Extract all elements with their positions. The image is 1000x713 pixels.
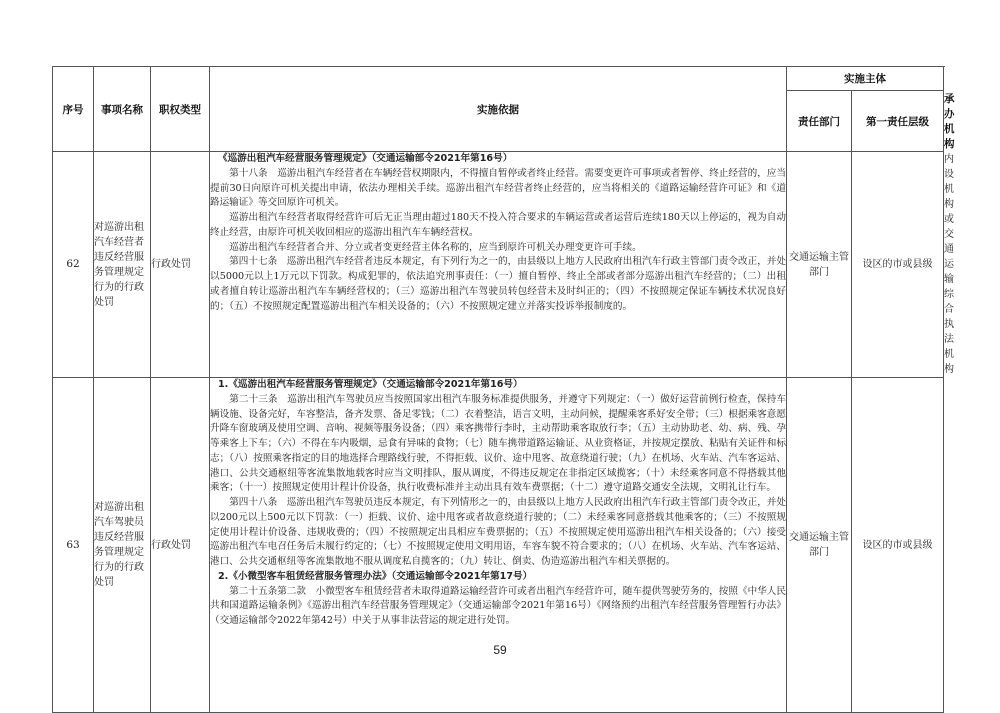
header-basis: 实施依据 [210, 67, 787, 152]
basis-paragraph: 第四十八条 巡游出租汽车驾驶员违反本规定，有下列情形之一的，由县级以上地方人民政府出租汽车行政主管部门责令改正，并处以200元以上500元以下罚款：（一）拒载、议价、途中甩客或者故意绕道行驶的；（二）未经乘客同意搭载其他乘客的；（三）不按照规定使用计程计价设备、违规收费的；（四）不按照规定出具相应车费票据的；（五）不按照规定使用巡游出租汽车相关设备的；（六）接受巡游出租汽车电召任务后未履行约定的；（七）不按照规定使用文明用语，车容车貌不符合要求的；（八）在机场、火车站、汽车客运站、港口、公共交通枢纽等客流集散地不服从调度私自揽客的；（九）转让、倒卖、伪造巡游出租汽车相关票据的。 [210, 496, 786, 570]
enforcement-table [52, 66, 944, 713]
row-dept: 交通运输主管部门 [787, 152, 852, 378]
row-level: 设区的市或县级 [852, 378, 944, 713]
header-power-type: 职权类型 [151, 67, 210, 152]
row-seq: 63 [53, 378, 94, 713]
header-subject: 实施主体 [787, 67, 944, 91]
row-basis [210, 378, 787, 713]
basis-paragraph: 第四十七条 巡游出租汽车经营者违反本规定，有下列行为之一的，由县级以上地方人民政府出租汽车行政主管部门责令改正，并处以5000元以上1万元以下罚款。构成犯罪的，依法追究刑事责任：（一）擅自暂停、终止全部或者部分巡游出租汽车经营的；（二）出租或者擅自转让巡游出租汽车车辆经营权的；（三）巡游出租汽车驾驶员转包经营未及时纠正的；（四）不按照规定保证车辆技术状况良好的；（五）不按照规定配置巡游出租汽车相关设备的；（六）不按照规定建立并落实投诉举报制度的。 [210, 255, 786, 314]
basis-title: 《巡游出租汽车经营服务管理规定》（交通运输部令2021年第16号） [210, 152, 786, 167]
table-row [53, 152, 944, 378]
row-item-name: 对巡游出租汽车驾驶员违反经营服务管理规定行为的行政处罚 [94, 378, 151, 713]
row-power-type: 行政处罚 [151, 378, 210, 713]
row-item-name: 对巡游出租汽车经营者违反经营服务管理规定行为的行政处罚 [94, 152, 151, 378]
page-number: 59 [0, 643, 1000, 657]
basis-paragraph: 巡游出租汽车经营者合并、分立或者变更经营主体名称的，应当到原许可机关办理变更许可手续。 [210, 241, 786, 256]
basis-paragraph: 第二十五条第二款 小微型客车租赁经营者未取得道路运输经营许可或者出租汽车经营许可，随车提供驾驶劳务的，按照《中华人民共和国道路运输条例》《巡游出租汽车经营服务管理规定》（交通运输部令2021年第16号）《网络预约出租汽车经营服务管理暂行办法》（交通运输部令2022年第42号）中关于从事非法营运的规定进行处罚。 [210, 585, 786, 629]
table-row [53, 378, 944, 713]
row-seq: 62 [53, 152, 94, 378]
header-level: 第一责任层级 [852, 91, 944, 152]
row-power-type: 行政处罚 [151, 152, 210, 378]
row-dept: 交通运输主管部门 [787, 378, 852, 713]
basis-title: 1.《巡游出租汽车经营服务管理规定》（交通运输部令2021年第16号） [210, 378, 786, 393]
header-item-name: 事项名称 [94, 67, 151, 152]
basis-paragraph: 巡游出租汽车经营者取得经营许可后无正当理由超过180天不投入符合要求的车辆运营或者运营后连续180天以上停运的，视为自动终止经营，由原许可机关收回相应的巡游出租汽车车辆经营权。 [210, 211, 786, 241]
basis-paragraph: 第二十三条 巡游出租汽车驾驶员应当按照国家出租汽车服务标准提供服务，并遵守下列规定：（一）做好运营前例行检查，保持车辆设施、设备完好，车容整洁，备齐发票、备足零钱；（二）衣着整洁，语言文明，主动问候，提醒乘客系好安全带；（三）根据乘客意愿升降车窗玻璃及使用空调、音响、视频等服务设备；（四）乘客携带行李时，主动帮助乘客取放行李；（五）主动协助老、幼、病、残、孕等乘客上下车；（六）不得在车内吸烟，忌食有异味的食物；（七）随车携带道路运输证、从业资格证，并按规定摆放、粘贴有关证件和标志；（八）按照乘客指定的目的地选择合理路线行驶，不得拒载、议价、途中甩客、故意绕道行驶；（九）在机场、火车站、汽车客运站、港口、公共交通枢纽等客流集散地载客时应当文明排队，服从调度，不得违反规定在非指定区域揽客；（十）未经乘客同意不得搭载其他乘客；（十一）按照规定使用计程计价设备，执行收费标准并主动出具有效车费票据；（十二）遵守道路交通安全法规，文明礼让行车。 [210, 393, 786, 496]
row-basis [210, 152, 787, 378]
header-dept: 责任部门 [787, 91, 852, 152]
header-seq: 序号 [53, 67, 94, 152]
basis-title-2: 2.《小微型客车租赁经营服务管理办法》（交通运输部令2021年第17号） [210, 570, 786, 585]
basis-paragraph: 第十八条 巡游出租汽车经营者在车辆经营权期限内，不得擅自暂停或者终止经营。需要变更许可事项或者暂停、终止经营的，应当提前30日向原许可机关提出申请，依法办理相关手续。巡游出租汽车经营者终止经营的，应当将相关的《道路运输经营许可证》和《道路运输证》等交回原许可机关。 [210, 167, 786, 211]
row-level: 设区的市或县级 [852, 152, 944, 378]
